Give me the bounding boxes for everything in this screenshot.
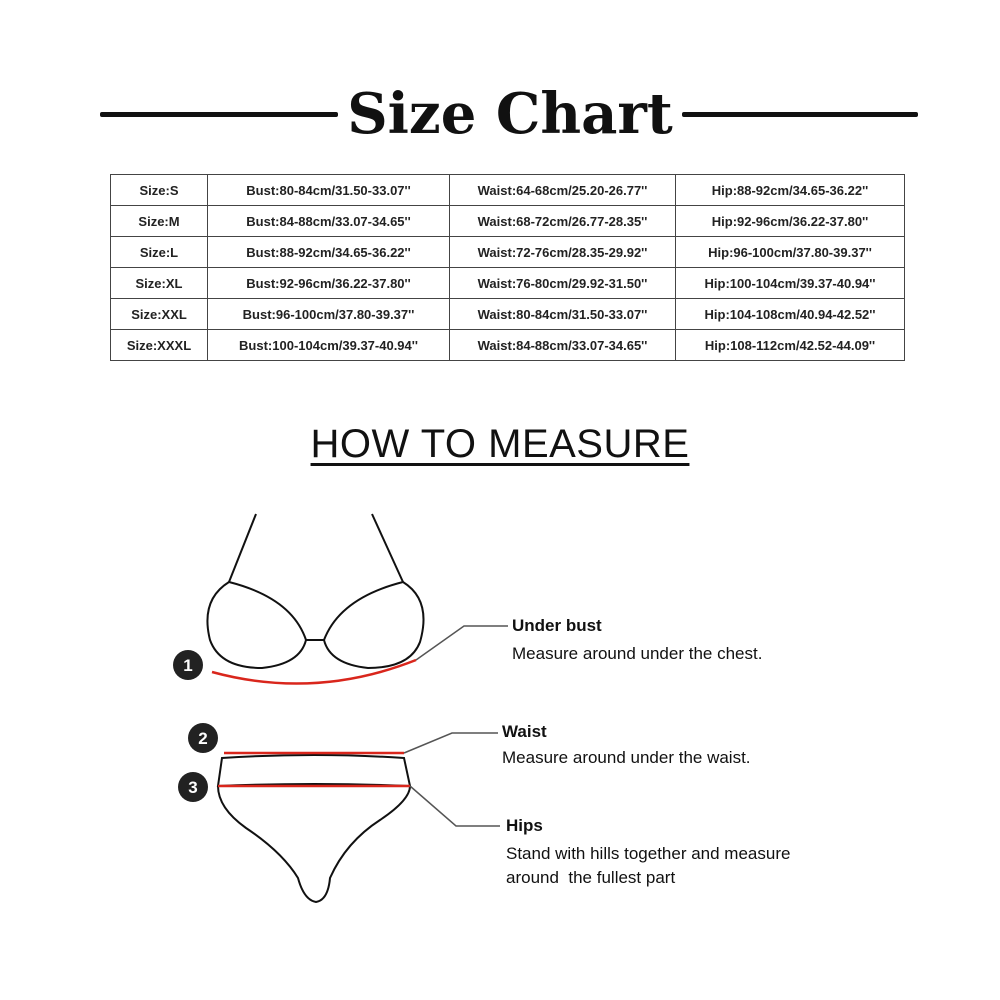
hip-cell: Hip:108-112cm/42.52-44.09'' xyxy=(676,330,905,361)
marker-3 xyxy=(178,772,208,802)
right-strap xyxy=(372,514,403,582)
bottoms-body xyxy=(218,786,410,902)
size-cell: Size:M xyxy=(111,206,208,237)
bust-cell: Bust:96-100cm/37.80-39.37'' xyxy=(208,299,450,330)
waist-cell: Waist:84-88cm/33.07-34.65'' xyxy=(450,330,676,361)
hip-cell: Hip:100-104cm/39.37-40.94'' xyxy=(676,268,905,299)
hip-cell: Hip:92-96cm/36.22-37.80'' xyxy=(676,206,905,237)
size-cell: Size:S xyxy=(111,175,208,206)
size-cell: Size:XXXL xyxy=(111,330,208,361)
left-cup xyxy=(207,582,306,668)
size-cell: Size:L xyxy=(111,237,208,268)
hip-cell: Hip:88-92cm/34.65-36.22'' xyxy=(676,175,905,206)
waist-cell: Waist:68-72cm/26.77-28.35'' xyxy=(450,206,676,237)
waist-cell: Waist:72-76cm/28.35-29.92'' xyxy=(450,237,676,268)
hips-desc-line1: Stand with hills together and measure xyxy=(506,844,791,863)
waist-cell: Waist:80-84cm/31.50-33.07'' xyxy=(450,299,676,330)
waist-desc: Measure around under the waist. xyxy=(502,748,751,767)
waist-cell: Waist:64-68cm/25.20-26.77'' xyxy=(450,175,676,206)
bust-cell: Bust:80-84cm/31.50-33.07'' xyxy=(208,175,450,206)
hips-desc-line2: around the fullest part xyxy=(506,868,676,887)
under-bust-label: Under bust xyxy=(512,616,602,635)
marker-1 xyxy=(173,650,203,680)
waist-label: Waist xyxy=(502,722,547,741)
marker-1-number: 1 xyxy=(183,656,193,675)
marker-2-number: 2 xyxy=(198,729,208,748)
left-strap xyxy=(229,514,256,582)
waist-label-group xyxy=(502,720,751,770)
waist-cell: Waist:76-80cm/29.92-31.50'' xyxy=(450,268,676,299)
bottoms-illustration xyxy=(218,755,410,902)
under-bust-leader xyxy=(416,626,508,660)
waistband xyxy=(218,755,410,786)
bust-cell: Bust:84-88cm/33.07-34.65'' xyxy=(208,206,450,237)
marker-3-number: 3 xyxy=(188,778,198,797)
hips-label: Hips xyxy=(506,816,543,835)
marker-2 xyxy=(188,723,218,753)
hip-cell: Hip:96-100cm/37.80-39.37'' xyxy=(676,237,905,268)
right-cup xyxy=(324,582,424,668)
under-bust-line xyxy=(212,660,416,684)
bust-cell: Bust:88-92cm/34.65-36.22'' xyxy=(208,237,450,268)
under-bust-desc: Measure around under the chest. xyxy=(512,644,763,663)
bra-illustration xyxy=(207,514,423,668)
waist-leader xyxy=(404,733,498,753)
size-cell: Size:XXL xyxy=(111,299,208,330)
size-cell: Size:XL xyxy=(111,268,208,299)
page-title: Size Chart xyxy=(347,81,673,147)
bust-cell: Bust:92-96cm/36.22-37.80'' xyxy=(208,268,450,299)
hips-label-group xyxy=(506,814,790,890)
how-to-measure-title: HOW TO MEASURE xyxy=(310,422,690,466)
bust-cell: Bust:100-104cm/39.37-40.94'' xyxy=(208,330,450,361)
under-bust-label-group xyxy=(512,614,762,666)
hip-cell: Hip:104-108cm/40.94-42.52'' xyxy=(676,299,905,330)
hips-leader xyxy=(410,786,500,826)
